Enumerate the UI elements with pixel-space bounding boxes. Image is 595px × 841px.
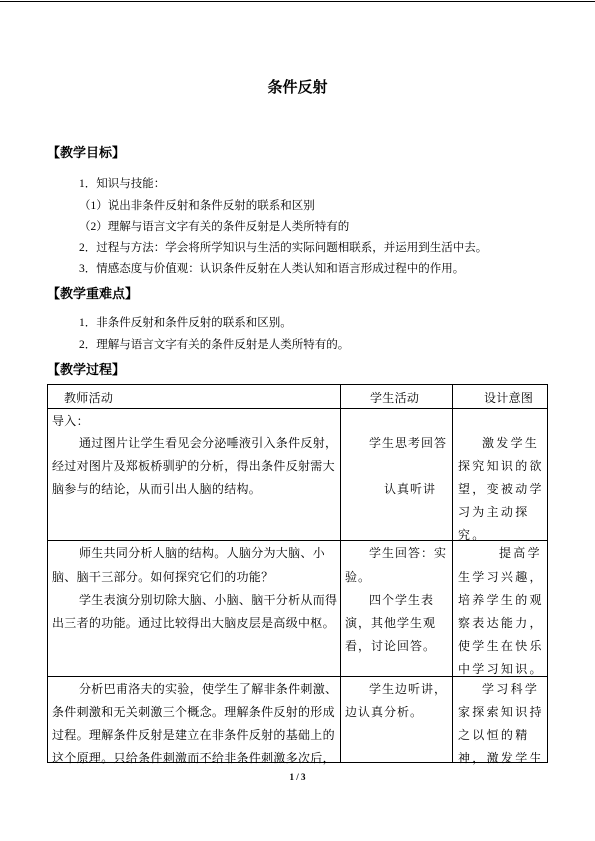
teacher-line: 脑参与的结论，从而引出人脑的结构。 — [52, 482, 262, 496]
key-point-item: 1．非条件反射和条件反射的联系和区别。 — [79, 317, 292, 329]
key-points-heading: 【教学重难点】 — [47, 286, 139, 301]
student-line: 认真听讲 — [384, 482, 437, 496]
table-header: 学生活动 — [370, 391, 420, 405]
intent-line: 培养学生的观 — [458, 593, 544, 607]
student-line: 看，讨论回答。 — [345, 639, 437, 653]
student-line: 学生边听讲， — [369, 682, 448, 696]
intent-line: 究。 — [458, 528, 487, 542]
intent-line: 家探索知识持 — [458, 705, 544, 719]
top-rule — [0, 1, 595, 2]
intent-line: 学习科学 — [482, 682, 540, 696]
student-line: 演，其他学生观 — [345, 616, 437, 630]
student-line: 学生思考回答 — [369, 436, 448, 450]
teacher-line: 师生共同分析人脑的结构。人脑分为大脑、小 — [79, 546, 326, 560]
objective-item: （2）理解与语言文字有关的条件反射是人类所特有的 — [79, 221, 350, 233]
intent-line: 之以恒的精 — [458, 728, 530, 742]
teacher-line: 出三者的功能。通过比较得出大脑皮层是高级中枢。 — [52, 616, 335, 630]
student-line: 学生回答：实 — [369, 546, 448, 560]
teacher-line: 分析巴甫洛夫的实验，使学生了解非条件刺激、 — [79, 682, 338, 696]
intent-line: 中学习知识。 — [458, 662, 544, 676]
process-heading: 【教学过程】 — [47, 362, 126, 377]
table-cell — [452, 408, 548, 541]
intent-line: 望，变被动学 — [458, 482, 544, 496]
table-cell — [452, 540, 548, 677]
intent-line: 提高学 — [499, 546, 542, 560]
page-title: 条件反射 — [267, 80, 328, 96]
table-cell — [340, 540, 453, 677]
table-header: 设计意图 — [484, 391, 534, 405]
table-cell — [340, 408, 453, 541]
intent-line: 激发学生 — [482, 436, 540, 450]
objective-item: （1）说出非条件反射和条件反射的联系和区别 — [79, 200, 315, 212]
objective-item: 2．过程与方法：学会将所学知识与生活的实际问题相联系，并运用到生活中去。 — [79, 242, 488, 254]
student-line: 验。 — [345, 570, 372, 584]
intent-line: 生学习兴趣， — [458, 570, 544, 584]
intent-line: 使学生在快乐 — [458, 639, 544, 653]
teacher-line: 学生表演分别切除大脑、小脑、脑干分析从而得 — [79, 593, 338, 607]
teacher-line: 经过对图片及郑板桥驯驴的分析，得出条件反射需大 — [52, 459, 335, 473]
key-point-item: 2．理解与语言文字有关的条件反射是人类所特有的。 — [79, 339, 350, 351]
intent-line: 察表达能力， — [458, 616, 544, 630]
teacher-line: 条件刺激和无关刺激三个概念。理解条件反射的形成 — [52, 705, 335, 719]
student-line: 四个学生表 — [369, 593, 435, 607]
teacher-line: 过程。理解条件反射是建立在非条件反射的基础上的 — [52, 728, 335, 742]
teacher-line: 这个原理。只给条件刺激而不给非条件刺激多次后， — [52, 751, 335, 765]
page-number: 1 / 3 — [289, 772, 306, 782]
objective-item: 3．情感态度与价值观：认识条件反射在人类认知和语言形成过程中的作用。 — [79, 263, 465, 275]
intent-line: 探究知识的欲 — [458, 459, 544, 473]
table-cell — [47, 408, 341, 541]
intent-line: 神，激发学生 — [458, 751, 544, 765]
teacher-line: 脑、脑干三部分。如何探究它们的功能？ — [52, 570, 274, 584]
objectives-heading: 【教学目标】 — [47, 145, 126, 160]
teacher-line: 导入： — [52, 414, 89, 428]
objective-item: 1．知识与技能： — [79, 178, 166, 190]
teacher-line: 通过图片让学生看见会分泌唾液引入条件反射， — [79, 436, 338, 450]
intent-line: 习为主动探 — [458, 505, 530, 519]
student-line: 边认真分析。 — [345, 705, 424, 719]
table-header: 教师活动 — [64, 391, 114, 405]
table-cell — [47, 540, 341, 677]
